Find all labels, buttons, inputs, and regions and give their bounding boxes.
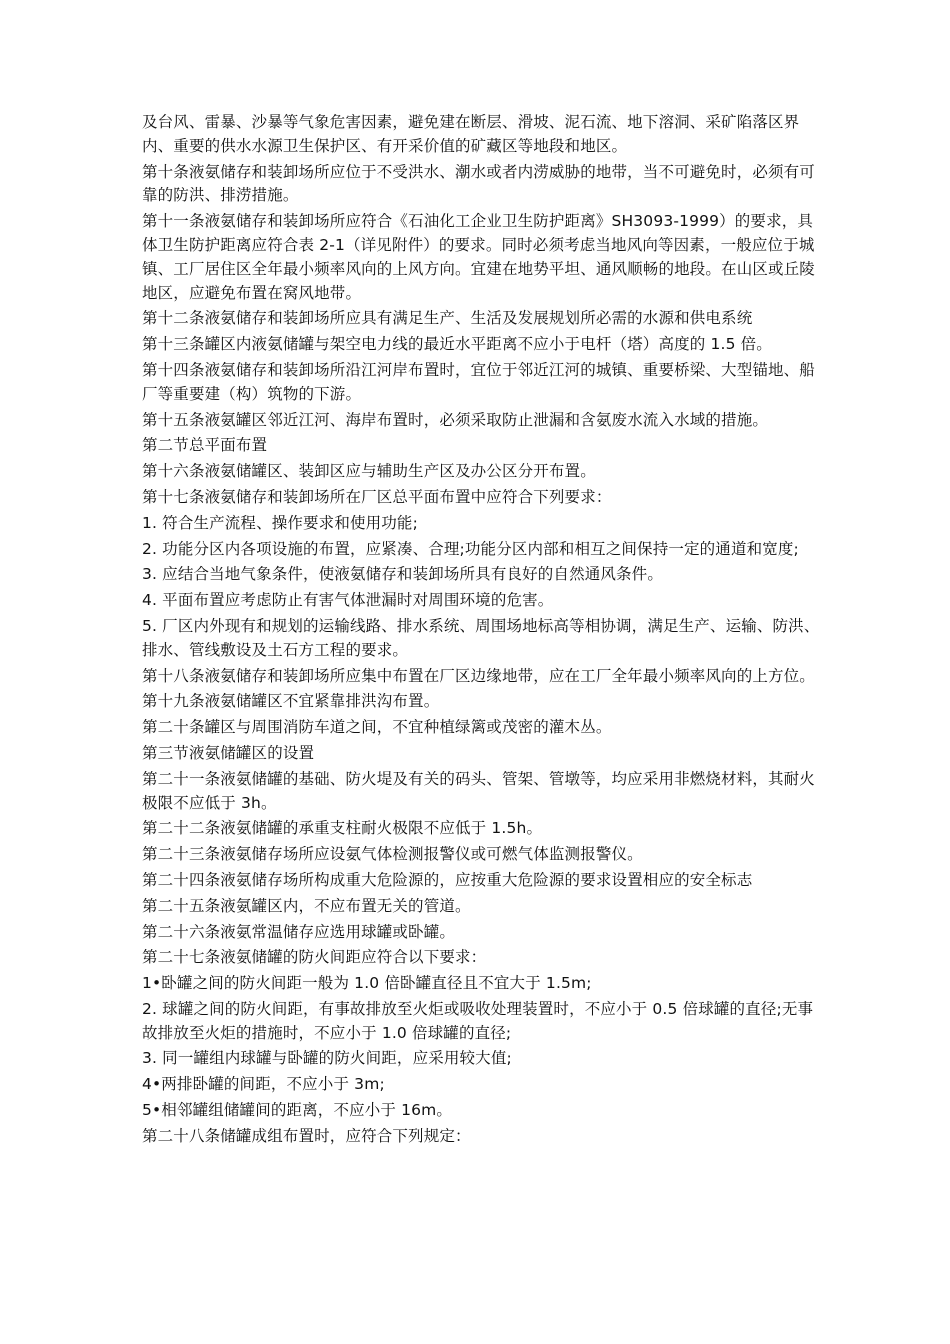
paragraph-article-13: 第十三条罐区内液氨储罐与架空电力线的最近水平距离不应小于电杆（塔）高度的 1.5 倍。 xyxy=(142,335,772,354)
paragraph-article-12: 第十二条液氨储存和装卸场所应具有满足生产、生活及发展规划所必需的水源和供电系统 xyxy=(142,309,753,328)
paragraph-article-27: 第二十七条液氨储罐的防火间距应符合以下要求： xyxy=(142,948,487,967)
list-item-17-3: 3. 应结合当地气象条件，使液氨储存和装卸场所具有良好的自然通风条件。 xyxy=(142,565,663,584)
list-item-27-1: 1•卧罐之间的防火间距一般为 1.0 倍卧罐直径且不宜大于 1.5m; xyxy=(142,974,592,993)
section-heading-2: 第二节总平面布置 xyxy=(142,436,268,455)
paragraph-article-23: 第二十三条液氨储存场所应设氨气体检测报警仪或可燃气体监测报警仪。 xyxy=(142,845,643,864)
list-item-17-4: 4. 平面布置应考虑防止有害气体泄漏时对周围环境的危害。 xyxy=(142,591,554,610)
paragraph-article-15: 第十五条液氨罐区邻近江河、海岸布置时，必须采取防止泄漏和含氨废水流入水域的措施。 xyxy=(142,410,769,429)
list-item-27-4: 4•两排卧罐的间距，不应小于 3m; xyxy=(142,1075,385,1094)
list-item-17-1: 1. 符合生产流程、操作要求和使用功能; xyxy=(142,513,418,532)
list-item-27-2: 2. 球罐之间的防火间距，有事故排放至火炬或吸收处理装置时，不应小于 0.5 倍球罐的直径;无事故排放至火炬的措施时，不应小于 1.0 倍球罐的直径; xyxy=(142,999,814,1042)
list-item-27-3: 3. 同一罐组内球罐与卧罐的防火间距，应采用较大值; xyxy=(142,1049,512,1068)
paragraph-article-25: 第二十五条液氨罐区内，不应布置无关的管道。 xyxy=(142,896,471,915)
list-item-27-5: 5•相邻罐组储罐间的距离，不应小于 16m。 xyxy=(142,1101,453,1120)
paragraph-article-26: 第二十六条液氨常温储存应选用球罐或卧罐。 xyxy=(142,922,456,941)
paragraph-article-14: 第十四条液氨储存和装卸场所沿江河岸布置时，宜位于邻近江河的城镇、重要桥梁、大型锚地、船厂等重要建（构）筑物的下游。 xyxy=(142,360,815,403)
paragraph-article-16: 第十六条液氨储罐区、装卸区应与辅助生产区及办公区分开布置。 xyxy=(142,462,596,481)
list-item-17-2: 2. 功能分区内各项设施的布置，应紧凑、合理;功能分区内部和相互之间保持一定的通道和宽度; xyxy=(142,539,799,558)
paragraph-article-21: 第二十一条液氨储罐的基础、防火堤及有关的码头、管架、管墩等，均应采用非燃烧材料，其耐火极限不应低于 3h。 xyxy=(142,769,815,812)
paragraph-article-22: 第二十二条液氨储罐的承重支柱耐火极限不应低于 1.5h。 xyxy=(142,819,543,838)
paragraph-hazard-factors: 及台风、雷暴、沙暴等气象危害因素，避免建在断层、滑坡、泥石流、地下溶洞、采矿陷落区界内、重要的供水水源卫生保护区、有开采价值的矿藏区等地段和地区。 xyxy=(142,113,800,155)
paragraph-article-20: 第二十条罐区与周围消防车道之间，不宜种植绿篱或茂密的灌木丛。 xyxy=(142,718,612,737)
paragraph-article-28: 第二十八条储罐成组布置时，应符合下列规定： xyxy=(142,1126,471,1145)
paragraph-article-18: 第十八条液氨储存和装卸场所应集中布置在厂区边缘地带，应在工厂全年最小频率风向的上方位。 xyxy=(142,666,815,685)
paragraph-article-11: 第十一条液氨储存和装卸场所应符合《石油化工企业卫生防护距离》SH3093-1999）的要求，具体卫生防护距离应符合表 2-1（详见附件）的要求。同时必须考虑当地风向等因素，一般应位于城镇、工厂居住区全年最小频率风向的上风方向。宜建在地势平坦、通风顺畅的地段。在山区或丘陵地区，应避免布置在窝风地带。 xyxy=(142,212,815,302)
paragraph-article-19: 第十九条液氨储罐区不宜紧靠排洪沟布置。 xyxy=(142,692,440,711)
paragraph-article-17: 第十七条液氨储存和装卸场所在厂区总平面布置中应符合下列要求： xyxy=(142,487,612,506)
document-body xyxy=(142,111,822,1151)
list-item-17-5: 5. 厂区内外现有和规划的运输线路、排水系统、周围场地标高等相协调，满足生产、运输、防洪、排水、管线敷设及土石方工程的要求。 xyxy=(142,616,820,659)
section-heading-3: 第三节液氨储罐区的设置 xyxy=(142,743,315,762)
paragraph-article-10: 第十条液氨储存和装卸场所应位于不受洪水、潮水或者内涝威胁的地带，当不可避免时，必须有可靠的防洪、排涝措施。 xyxy=(142,162,815,205)
paragraph-article-24: 第二十四条液氨储存场所构成重大危险源的，应按重大危险源的要求设置相应的安全标志 xyxy=(142,870,753,889)
